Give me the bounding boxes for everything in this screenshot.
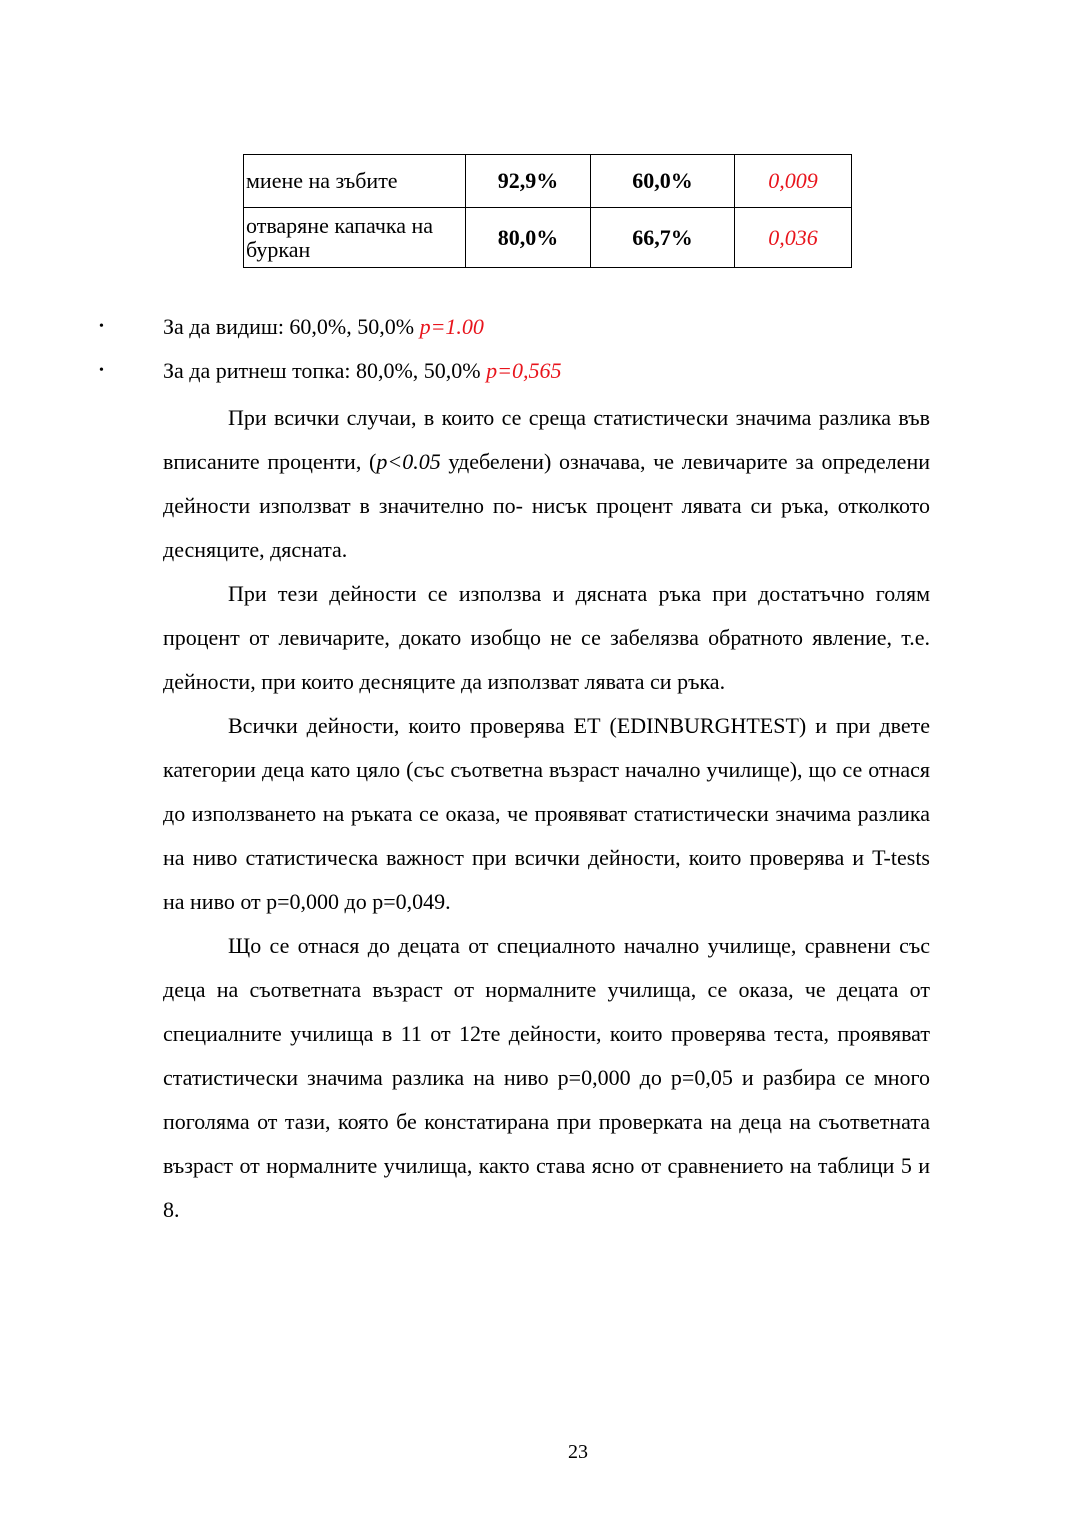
table-cell-activity: отваряне капачка на буркан bbox=[244, 208, 466, 268]
paragraph: Всички дейности, които проверява ЕТ (EDINBURGHTEST) и при двете категории деца като цяло (със съответна възраст начално училище), що се отнася до използването на ръката се оказа, че проявяват статистически значима разлика на ниво статистическа важност при всички дейности, които проверява и T-tests на ниво от p=0,000 до p=0,049. bbox=[163, 713, 930, 914]
bullet-text bbox=[163, 354, 561, 388]
table-row bbox=[244, 208, 852, 268]
table-cell-percent-a: 80,0% bbox=[466, 208, 591, 268]
table-cell-p-value: 0,009 bbox=[735, 155, 852, 208]
results-table bbox=[243, 154, 852, 268]
bullet-icon: • bbox=[99, 363, 104, 378]
table-cell-p-value: 0,036 bbox=[735, 208, 852, 268]
table-cell-percent-b: 60,0% bbox=[591, 155, 735, 208]
list-item bbox=[0, 310, 1080, 354]
paragraph-italic-text: p<0.05 bbox=[376, 449, 441, 474]
bullet-p-value: p=1.00 bbox=[419, 314, 484, 339]
bullet-label: За да видиш: 60,0%, 50,0% bbox=[163, 314, 420, 339]
page-number: 23 bbox=[568, 1441, 588, 1463]
table-cell-percent-a: 92,9% bbox=[466, 155, 591, 208]
table-row bbox=[244, 155, 852, 208]
paragraph-text: удебелени) означава, че левичарите за определени дейности използват в значително по- нисък процент лявата си ръка, отколкото десняците, дясната. bbox=[163, 449, 930, 562]
paragraph: Що се отнася до децата от специалното начално училище, сравнени със деца на съответната възраст от нормалните училища, се оказа, че децата от специалните училища в 11 от 12те дейности, които проверява теста, проявяват статистически значима разлика на ниво p=0,000 до p=0,05 и разбира се много поголяма от тази, която бе констатирана при проверката на деца на съответната възраст от нормалните училища, както става ясно от сравнението на таблици 5 и 8. bbox=[163, 933, 930, 1222]
bullet-list bbox=[0, 310, 1080, 398]
paragraph bbox=[163, 396, 930, 572]
bullet-p-value: p=0,565 bbox=[486, 358, 562, 383]
table-cell-percent-b: 66,7% bbox=[591, 208, 735, 268]
list-item bbox=[0, 354, 1080, 398]
bullet-text bbox=[163, 310, 484, 344]
bullet-label: За да ритнеш топка: 80,0%, 50,0% bbox=[163, 358, 487, 383]
bullet-icon: • bbox=[99, 319, 104, 334]
table-cell-activity: миене на зъбите bbox=[244, 155, 466, 208]
body-text bbox=[163, 396, 930, 1232]
paragraph-text: При всички случаи, в които се среща статистически значима разлика във вписаните проценти, ( bbox=[163, 405, 930, 474]
paragraph: При тези дейности се използва и дясната ръка при достатъчно голям процент от левичарите, докато изобщо не се забелязва обратното явление, т.е. дейности, при които десняците да използват лявата си ръка. bbox=[163, 581, 930, 694]
